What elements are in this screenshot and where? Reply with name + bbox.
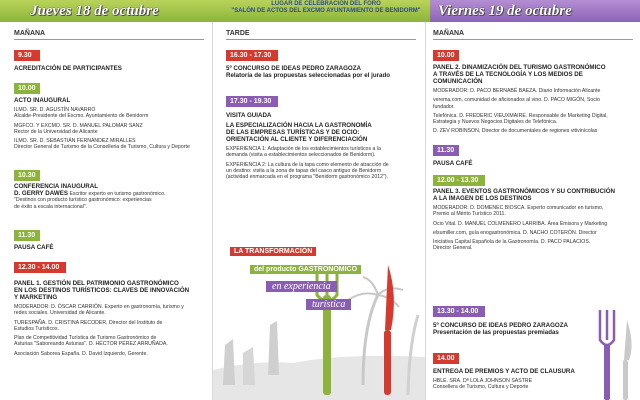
session-panel2 — [433, 64, 638, 135]
friday-title: Viernes 19 de octubre — [438, 2, 572, 19]
session-title: PAUSA CAFÉ — [14, 244, 54, 251]
panel-line: fundador. — [433, 103, 455, 110]
time-tag: 13.30 - 14.00 — [433, 306, 485, 317]
col2-title: TARDE — [226, 30, 250, 37]
time-tag: 11.30 — [433, 145, 459, 156]
panel-line: MODERADOR: D. DOMENEC BIOSCA. Experto comunicador en turismo, — [433, 205, 604, 211]
banner-line2: del producto GASTRONÓMICO — [250, 265, 361, 274]
panel-title: A TRAVÉS DE LA TECNOLOGÍA Y LOS MEDIOS DE — [433, 71, 583, 78]
time-tag: 10.00 — [433, 50, 459, 61]
time-tag: 9.30 — [14, 50, 40, 61]
panel-line: Estrategia y Nuevos Negocios Digitales de Telefónica. — [433, 119, 558, 126]
banner-line1: LA TRANSFORMACIÓN — [230, 247, 316, 256]
panel-line: verema.com, comunidad de aficionados al vino. D. PACO MIGÓN, Socio — [433, 97, 600, 104]
session-title: 5º CONCURSO DE IDEAS PEDRO ZARAGOZA — [433, 322, 568, 329]
talk-line: "Destinos con producto turístico gastronómico: experiencias — [14, 197, 152, 204]
column-divider — [425, 22, 426, 400]
col3-title: MAÑANA — [433, 30, 465, 37]
banner-line4: turística — [306, 299, 351, 310]
session-subtitle: DE LAS EMPRESAS TURÍSTICAS Y DE OCIO: — [226, 129, 360, 136]
col1-title: MAÑANA — [14, 30, 46, 37]
col3-rule — [433, 39, 633, 40]
session-subtitle: Presentación de las propuestas premiadas — [433, 329, 559, 336]
experience-line: EXPERIENCIA 1: Adaptación de los establecimientos turísticos a la — [226, 146, 381, 152]
venue-line2: "SALÓN DE ACTOS DEL EXCMO AYUNTAMIENTO DE BENIDORM" — [231, 8, 421, 14]
panel-line: Ocio Vital. D. MANUEL COLMENERO LARRIBA. Área Emisora y Marketing — [433, 220, 608, 227]
session-coffee — [433, 160, 638, 167]
session-title: 5º CONCURSO DE IDEAS PEDRO ZARAGOZA — [226, 65, 361, 72]
panel-title: EN LOS DESTINOS TURÍSTICOS: CLAVES DE INNOVACIÓN — [14, 287, 190, 294]
session-subtitle: ORIENTACIÓN AL CLIENTE Y DIFERENCIACIÓN — [226, 136, 368, 143]
session-title: VISITA GUIADA — [226, 112, 272, 119]
panel-title: PANEL 1. GESTIÓN DEL PATRIMONIO GASTRONÓMICO — [14, 280, 179, 287]
session-subtitle: LA ESPECIALIZACIÓN HACIA LA GASTRONOMÍA — [226, 122, 372, 129]
panel-line: TURESPAÑA. D. CRISTINA RECODER, Director del Instituto de — [14, 319, 163, 326]
panel-line: Premio al Mérito Turístico 2011. — [433, 211, 506, 218]
time-tag: 10.00 — [14, 83, 40, 94]
panel-title: Y MARKETING — [14, 294, 58, 301]
col1-rule — [14, 39, 204, 40]
session-subtitle: Relatoría de las propuestas seleccionadas por el jurado — [226, 72, 391, 79]
session-opening — [14, 97, 209, 151]
speaker-role: Escritor experto en turismo gastronómico. — [69, 191, 166, 197]
knife-icon — [624, 320, 632, 360]
time-tag: 12.30 - 14.00 — [14, 262, 66, 273]
speaker-line: ILMO. SR. D. AGUSTÍN NAVARRO — [14, 107, 96, 113]
panel-line: Telefónica. D. FREDERIC VIEUXMAIRE. Responsable de Marketing Digital, — [433, 112, 608, 119]
session-accreditation — [14, 65, 209, 72]
experience-line: un destino: visita a la zona de tapas del casco antiguo de Benidorm — [226, 167, 382, 174]
session-title: ACREDITACIÓN DE PARTICIPANTES — [14, 65, 122, 72]
speaker-line: HBLE. SRA. Dª LOLA JOHNSON SASTRE — [433, 378, 533, 384]
time-tag: 12.00 - 13.30 — [433, 175, 485, 186]
panel-line: Plan de Competitividad Turística de Turismo Gastronómico de — [14, 335, 157, 342]
thursday-title: Jueves 18 de octubre — [30, 2, 159, 19]
col2-rule — [226, 39, 416, 40]
panel-line: elsumiller.com, guía enogastronómica. D. NACHO COTERÓN. Director — [433, 229, 597, 236]
venue-note — [228, 1, 424, 15]
speaker-name: D. GERRY DAWES — [14, 190, 68, 197]
speaker-line: Rector de la Universidad de Alicante — [14, 128, 98, 135]
venue-line1: LUGAR DE CELEBRACIÓN DEL FORO — [271, 1, 381, 7]
experience-line: (actividad enmarcada en el programa "Benidorm gastronómico 2012"). — [226, 174, 388, 181]
session-panel3 — [433, 188, 638, 252]
session-keynote — [14, 183, 209, 210]
session-closing — [433, 368, 593, 391]
banner-line3: en experiencia — [266, 281, 337, 292]
talk-line: de éxito a escala internacional". — [14, 203, 88, 210]
panel-line: Asturias "Saboreando Asturias". D. HÉCTOR PÉREZ ARRUÑADA. — [14, 341, 168, 348]
panel-line: MODERADOR: D. ÓSCAR CARRIÓN. Experto en gastronomía, turismo y — [14, 304, 184, 310]
session-coffee — [14, 244, 209, 251]
time-tag: 14.00 — [433, 353, 459, 364]
experience-line: EXPERIENCIA 2: La cultura de la tapa como elemento de atracción de — [226, 161, 389, 168]
panel-line: Director General. — [433, 245, 473, 252]
session-title: ACTO INAUGURAL — [14, 97, 71, 104]
panel-line: Asociación Saborea España. D. David Izquierdo, Gerente. — [14, 350, 148, 357]
banner — [226, 240, 426, 312]
speaker-line: Director General de Turismo de la Conselleria de Turismo, Cultura y Deporte — [14, 144, 190, 151]
session-title: CONFERENCIA INAUGURAL — [14, 183, 98, 190]
panel-line: Estudios Turísticos. — [14, 325, 59, 332]
panel-line: redes sociales. Universidad de Alicante. — [14, 310, 106, 317]
session-contest — [226, 65, 421, 79]
panel-title: PANEL 2. DINAMIZACIÓN DEL TURISMO GASTRONÓMICO — [433, 64, 606, 71]
speaker-line: ILMO. SR. D. SEBASTIÁN FERNÁNDEZ MIRALLES — [14, 138, 136, 145]
session-panel1 — [14, 280, 209, 357]
panel-line: Iniciativa Capital Española de la Gastronomía. D. PACO PALACIOS. — [433, 239, 591, 246]
session-title: PAUSA CAFÉ — [433, 160, 473, 167]
session-title: ENTREGA DE PREMIOS Y ACTO DE CLAUSURA — [433, 368, 575, 375]
cutlery-illustration — [585, 300, 640, 400]
session-visit — [226, 112, 421, 180]
friday-header — [430, 0, 640, 22]
speaker-line: Alcalde-Presidente del Excmo. Ayuntamiento de Benidorm — [14, 113, 149, 120]
time-tag: 16.30 - 17.30 — [226, 50, 278, 61]
time-tag: 11.30 — [14, 230, 40, 241]
speaker-line: MGFCO. Y EXCMO. SR. D. MANUEL PALOMAR SANZ — [14, 122, 143, 129]
panel-line: MODERADOR: D. PACO BERNABÉ BAEZA. Diario Información Alicante — [433, 88, 601, 94]
panel-title: PANEL 3. EVENTOS GASTRONÓMICOS Y SU CONTRIBUCIÓN — [433, 188, 615, 195]
panel-line: D. ZEV ROBINSON, Director de documentales de regiones vitivinícolas — [433, 128, 598, 135]
time-tag: 17.30 - 19.30 — [226, 96, 278, 107]
panel-title: A LA IMAGEN DE LOS DESTINOS — [433, 195, 532, 202]
time-tag: 10.30 — [14, 170, 40, 181]
speaker-line: Consellera de Turismo, Cultura y Deporte — [433, 384, 529, 391]
panel-title: COMUNICACIÓN — [433, 78, 483, 85]
experience-line: demanda (visita a establecimientos seleccionados de Benidorm). — [226, 152, 376, 159]
